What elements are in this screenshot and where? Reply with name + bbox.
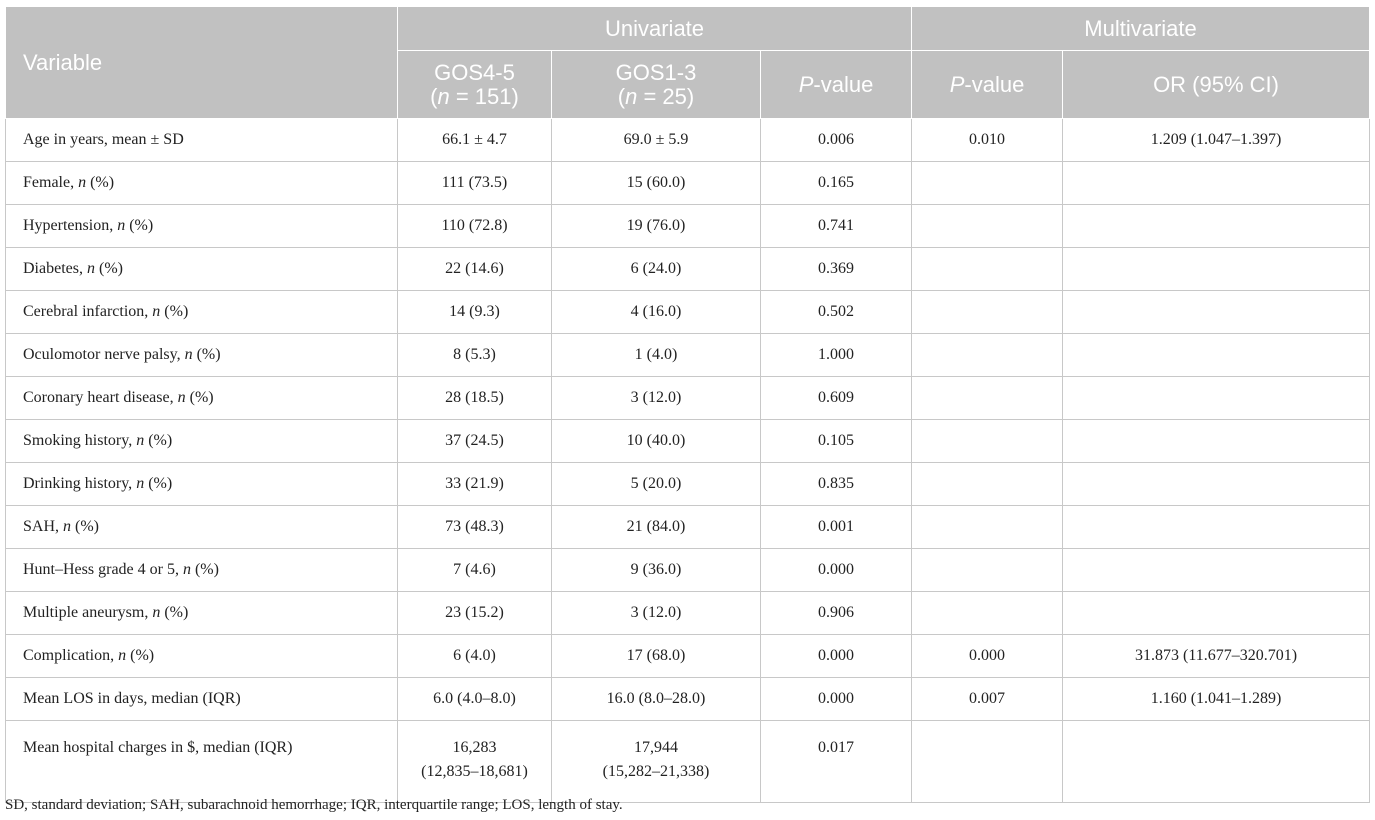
cell-p-value: 0.006: [761, 119, 912, 162]
cell-multi-p-value: [912, 205, 1063, 248]
row-label: Age in years, mean ± SD: [6, 119, 398, 162]
cell-or-ci: 1.160 (1.041–1.289): [1063, 678, 1370, 721]
row-label: Mean hospital charges in $, median (IQR): [6, 721, 398, 803]
cell-or-ci: [1063, 592, 1370, 635]
cell-gos45: 37 (24.5): [398, 420, 552, 463]
cell-p-value: 0.165: [761, 162, 912, 205]
table-row: [6, 119, 1370, 162]
cell-gos45: 28 (18.5): [398, 377, 552, 420]
row-label: SAH, n (%): [6, 506, 398, 549]
cell-gos45: 33 (21.9): [398, 463, 552, 506]
cell-gos45: 111 (73.5): [398, 162, 552, 205]
table-row: [6, 205, 1370, 248]
table-row-hospital-charges: [6, 721, 1370, 803]
cell-gos13: 5 (20.0): [552, 463, 761, 506]
row-label: Smoking history, n (%): [6, 420, 398, 463]
cell-gos13: 19 (76.0): [552, 205, 761, 248]
cell-multi-p-value: [912, 334, 1063, 377]
table-row: [6, 549, 1370, 592]
cell-gos13: 21 (84.0): [552, 506, 761, 549]
cell-gos45: 14 (9.3): [398, 291, 552, 334]
table-body: [6, 119, 1370, 803]
cell-or-ci: 1.209 (1.047–1.397): [1063, 119, 1370, 162]
cell-multi-p-value: [912, 248, 1063, 291]
cell-or-ci: [1063, 420, 1370, 463]
row-label: Diabetes, n (%): [6, 248, 398, 291]
cell-or-ci: [1063, 506, 1370, 549]
cell-multi-p-value: 0.010: [912, 119, 1063, 162]
cell-gos13: 17,944 (15,282–21,338): [552, 721, 761, 803]
cell-gos13: 4 (16.0): [552, 291, 761, 334]
table-footnote: SD, standard deviation; SAH, subarachnoid hemorrhage; IQR, interquartile range; LOS, length of stay.: [5, 797, 623, 813]
cell-multi-p-value: [912, 506, 1063, 549]
cell-or-ci: [1063, 721, 1370, 803]
header-gos13-n: (n = 25): [617, 83, 695, 109]
row-label: Multiple aneurysm, n (%): [6, 592, 398, 635]
table-row: [6, 291, 1370, 334]
cell-gos45: 7 (4.6): [398, 549, 552, 592]
row-label: Hunt–Hess grade 4 or 5, n (%): [6, 549, 398, 592]
table-row: [6, 162, 1370, 205]
row-label: Oculomotor nerve palsy, n (%): [6, 334, 398, 377]
cell-or-ci: [1063, 291, 1370, 334]
cell-p-value: 0.741: [761, 205, 912, 248]
cell-gos45: 6 (4.0): [398, 635, 552, 678]
cell-or-ci: [1063, 334, 1370, 377]
cell-p-value: 0.000: [761, 678, 912, 721]
cell-gos13: 3 (12.0): [552, 377, 761, 420]
cell-or-ci: 31.873 (11.677–320.701): [1063, 635, 1370, 678]
results-table: [5, 6, 1370, 803]
cell-gos13: 1 (4.0): [552, 334, 761, 377]
row-label: Complication, n (%): [6, 635, 398, 678]
cell-p-value: 0.906: [761, 592, 912, 635]
table-row: [6, 506, 1370, 549]
header-gos45-n: (n = 151): [430, 83, 519, 109]
cell-gos45: 73 (48.3): [398, 506, 552, 549]
header-group-multivariate: Multivariate: [912, 7, 1370, 51]
cell-p-value: 0.017: [761, 721, 912, 803]
table-header: [6, 7, 1370, 119]
cell-p-value: 0.835: [761, 463, 912, 506]
header-variable: Variable: [6, 7, 398, 119]
row-label: Cerebral infarction, n (%): [6, 291, 398, 334]
cell-p-value: 0.609: [761, 377, 912, 420]
cell-multi-p-value: [912, 420, 1063, 463]
cell-or-ci: [1063, 162, 1370, 205]
header-gos45-label: GOS4-5: [434, 59, 515, 85]
row-label: Coronary heart disease, n (%): [6, 377, 398, 420]
cell-or-ci: [1063, 205, 1370, 248]
cell-gos45: 23 (15.2): [398, 592, 552, 635]
header-gos13-label: GOS1-3: [615, 59, 697, 85]
cell-multi-p-value: [912, 463, 1063, 506]
cell-gos13: 3 (12.0): [552, 592, 761, 635]
cell-gos13: 10 (40.0): [552, 420, 761, 463]
results-table-wrapper: [5, 6, 1369, 803]
cell-multi-p-value: 0.007: [912, 678, 1063, 721]
cell-gos45: 8 (5.3): [398, 334, 552, 377]
cell-gos13: 15 (60.0): [552, 162, 761, 205]
cell-p-value: 0.369: [761, 248, 912, 291]
table-row: [6, 248, 1370, 291]
table-row: [6, 678, 1370, 721]
header-gos45: [398, 51, 552, 119]
header-group-univariate: Univariate: [398, 7, 912, 51]
table-row: [6, 334, 1370, 377]
cell-gos13: 9 (36.0): [552, 549, 761, 592]
table-row: [6, 420, 1370, 463]
cell-multi-p-value: [912, 549, 1063, 592]
cell-gos45: 6.0 (4.0–8.0): [398, 678, 552, 721]
table-row: [6, 463, 1370, 506]
cell-gos13: 17 (68.0): [552, 635, 761, 678]
cell-p-value: 1.000: [761, 334, 912, 377]
table-row: [6, 635, 1370, 678]
cell-gos13: 16.0 (8.0–28.0): [552, 678, 761, 721]
row-label: Female, n (%): [6, 162, 398, 205]
cell-gos45: 22 (14.6): [398, 248, 552, 291]
table-row: [6, 592, 1370, 635]
cell-or-ci: [1063, 549, 1370, 592]
cell-multi-p-value: 0.000: [912, 635, 1063, 678]
row-label: Drinking history, n (%): [6, 463, 398, 506]
cell-multi-p-value: [912, 592, 1063, 635]
cell-p-value: 0.000: [761, 549, 912, 592]
cell-p-value: 0.001: [761, 506, 912, 549]
cell-multi-p-value: [912, 291, 1063, 334]
cell-or-ci: [1063, 248, 1370, 291]
header-or-ci: OR (95% CI): [1063, 51, 1370, 119]
cell-or-ci: [1063, 377, 1370, 420]
cell-gos45: 16,283 (12,835–18,681): [398, 721, 552, 803]
row-label: Hypertension, n (%): [6, 205, 398, 248]
cell-or-ci: [1063, 463, 1370, 506]
cell-p-value: 0.105: [761, 420, 912, 463]
cell-p-value: 0.000: [761, 635, 912, 678]
cell-gos13: 6 (24.0): [552, 248, 761, 291]
cell-p-value: 0.502: [761, 291, 912, 334]
table-row: [6, 377, 1370, 420]
cell-gos45: 110 (72.8): [398, 205, 552, 248]
cell-multi-p-value: [912, 721, 1063, 803]
cell-multi-p-value: [912, 162, 1063, 205]
cell-gos45: 66.1 ± 4.7: [398, 119, 552, 162]
header-multi-p-value: P-value: [912, 51, 1063, 119]
row-label: Mean LOS in days, median (IQR): [6, 678, 398, 721]
header-p-value: P-value: [761, 51, 912, 119]
header-gos13: [552, 51, 761, 119]
cell-multi-p-value: [912, 377, 1063, 420]
cell-gos13: 69.0 ± 5.9: [552, 119, 761, 162]
